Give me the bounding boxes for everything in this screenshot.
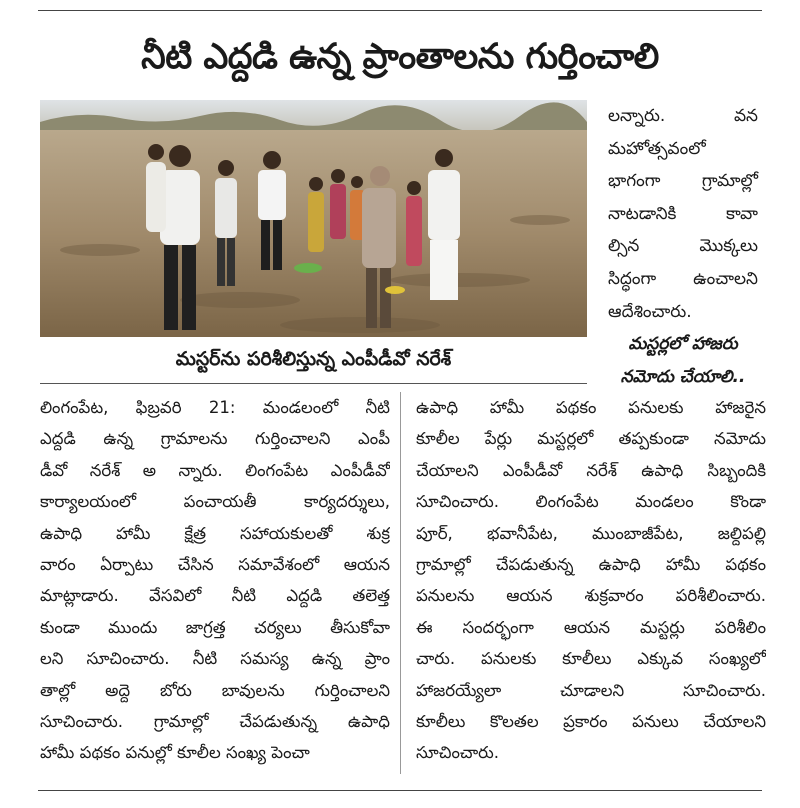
sidebar-line: లన్నారు. వన: [608, 106, 758, 126]
sidebar-line: ఆదేశించారు.: [608, 301, 692, 322]
caption-rule: [40, 383, 587, 384]
headline: నీటి ఎద్దడి ఉన్న ప్రాంతాలను గుర్తించాలి: [141, 37, 659, 77]
sidebar-line: మహోత్సవంలో: [608, 138, 706, 159]
article-line: వారం ఏర్పాటు చేసిన సమావేశంలో ఆయన: [40, 555, 390, 575]
article-line: గ్రామాల్లో చేపడుతున్న ఉపాధి హామీ పథకం: [416, 555, 766, 575]
article-line: పూర్, భవానీపేట, ముంబాజీపేట, జల్దిపల్లి: [416, 523, 766, 543]
news-photo: [40, 100, 587, 337]
article-line: హాజరయ్యేలా చూడాలని సూచించారు.: [416, 680, 766, 700]
photo-caption: మస్టర్‌ను పరిశీలిస్తున్న ఎంపీడీవో నరేశ్: [175, 348, 452, 370]
article-line: ఉపాధి హామీ పథకం పనులకు హాజరైన: [416, 398, 766, 417]
article-line: డీవో నరేశ్ అ న్నారు. లింగంపేట ఎంపీడీవో: [40, 460, 390, 480]
bottom-rule: [38, 790, 762, 791]
column-divider: [400, 392, 401, 774]
article-line: పనులను ఆయన శుక్రవారం పరిశీలించారు.: [416, 586, 766, 606]
sidebar-line: ల్సిన మొక్కలు: [608, 236, 758, 257]
article-column-right: [416, 392, 766, 769]
article-line: కార్యాలయంలో పంచాయతీ కార్యదర్శులు,: [40, 492, 390, 512]
sub-heading: మస్టర్లలో హాజరు: [628, 334, 738, 355]
sidebar-line: భాగంగా గ్రామాల్లో: [608, 171, 758, 192]
sidebar-line: నాటడానికి కావా: [608, 203, 758, 224]
sidebar-column: [608, 100, 758, 393]
article-line: చారు. పనులకు కూలీలు ఎక్కువ సంఖ్యలో: [416, 649, 766, 669]
article-line: ఈ సందర్భంగా ఆయన మస్టర్లు పరిశీలిం: [416, 617, 766, 637]
article-line: సూచించారు. గ్రామాల్లో చేపడుతున్న ఉపాధి: [40, 712, 390, 732]
article-line: ఉపాధి హామీ క్షేత్ర సహాయకులతో శుక్ర: [40, 523, 390, 543]
article-column-left: [40, 392, 390, 769]
article-line: తాల్లో అద్దె బోరు బావులను గుర్తించాలని: [40, 680, 390, 700]
sub-heading: నమోదు చేయాలి..: [620, 366, 746, 387]
article-line: చేయాలని ఎంపీడీవో నరేశ్ ఉపాధి సిబ్బందికి: [416, 460, 766, 480]
article-line: హామీ పథకం పనుల్లో కూలీల సంఖ్య పెంచా: [40, 743, 310, 763]
article-line: సూచించారు. లింగంపేట మండలం కొండా: [416, 492, 766, 512]
article-line: కుండా ముందు జాగ్రత్త చర్యలు తీసుకోవా: [40, 617, 390, 637]
sidebar-line: సిద్ధంగా ఉంచాలని: [608, 268, 758, 289]
top-rule: [38, 10, 762, 11]
article-line: కూలీల పేర్లు మస్టర్లలో తప్పకుండా నమోదు: [416, 429, 766, 449]
article-line: మాట్లాడారు. వేసవిలో నీటి ఎద్దడి తలెత్త: [40, 586, 390, 606]
article-line: సూచించారు.: [416, 743, 500, 763]
article-line: లని సూచించారు. నీటి సమస్య ఉన్న ప్రాం: [40, 649, 390, 669]
article-line: లింగంపేట, ఫిబ్రవరి 21: మండలంలో నీటి: [40, 398, 390, 417]
article-line: కూలీలు కొలతల ప్రకారం పనులు చేయాలని: [416, 712, 766, 732]
article-line: ఎద్దడి ఉన్న గ్రామాలను గుర్తించాలని ఎంపీ: [40, 429, 390, 449]
